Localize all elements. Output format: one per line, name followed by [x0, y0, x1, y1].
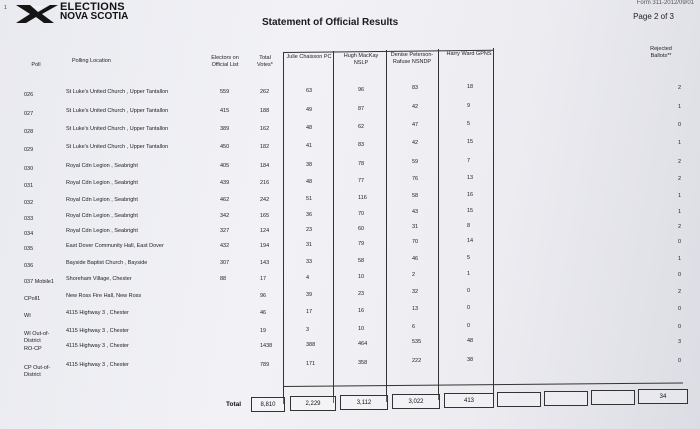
row-poll: 035 — [24, 246, 34, 252]
row-location: St Luke's United Church , Upper Tantallon — [66, 89, 169, 95]
row-location: New Ross Fire Hall, New Ross — [66, 293, 142, 299]
row-c3: 70 — [412, 239, 419, 246]
row-total: 789 — [260, 362, 270, 368]
row-rejected: 1 — [678, 256, 682, 262]
row-c4: 15 — [467, 139, 474, 146]
totals-empty-5 — [497, 392, 541, 407]
row-c3: 83 — [412, 85, 419, 92]
row-total: 19 — [260, 328, 267, 334]
row-rejected: 1 — [678, 193, 682, 199]
row-location: St Luke's United Church , Upper Tantallon — [66, 108, 169, 114]
grid-line-candidate-1-left — [283, 52, 284, 404]
totals-candidate-3: 3,022 — [392, 394, 440, 409]
row-c4: 16 — [467, 192, 474, 199]
grid-line-candidate-4-left — [438, 49, 439, 400]
row-c2: 83 — [358, 141, 365, 148]
row-c2: 464 — [358, 340, 368, 347]
row-c1: 17 — [306, 308, 313, 315]
col-header-rejected: Rejected Ballots** — [650, 46, 672, 59]
row-c1: 48 — [306, 124, 313, 131]
row-c2: 77 — [358, 177, 365, 184]
row-c2: 96 — [358, 86, 365, 93]
row-total: 216 — [260, 180, 270, 186]
col-header-electors: Electors on Official List — [211, 55, 239, 68]
row-c2: 58 — [358, 257, 365, 264]
row-poll: CP Out-of-District — [24, 365, 51, 378]
table-bottom-rule — [283, 383, 683, 387]
row-c4: 0 — [467, 305, 471, 312]
row-c2: 62 — [358, 123, 365, 130]
row-c4: 14 — [467, 238, 474, 245]
org-line2: NOVA SCOTIA — [60, 11, 129, 22]
totals-empty-7 — [591, 390, 635, 405]
row-poll: WI Out-of-District — [24, 331, 50, 344]
row-electors: 88 — [220, 276, 227, 282]
totals-candidate-1: 2,229 — [290, 396, 336, 411]
row-c4: 18 — [467, 84, 474, 91]
row-total: 165 — [260, 213, 270, 219]
row-c1: 38 — [306, 161, 313, 168]
row-c1: 388 — [306, 341, 316, 348]
col-header-total-votes: Total Votes* — [257, 55, 273, 68]
row-c1: 171 — [306, 360, 316, 367]
row-location: 4115 Highway 3 , Chester — [66, 362, 129, 368]
row-c4: 7 — [467, 158, 471, 165]
org-name — [60, 2, 128, 22]
row-total: 46 — [260, 310, 267, 316]
row-c4: 13 — [467, 175, 474, 182]
row-location: Shoreham Village, Chester — [66, 276, 132, 282]
row-c3: 46 — [412, 256, 419, 263]
row-electors: 405 — [220, 163, 230, 169]
row-poll: 032 — [24, 200, 34, 206]
row-rejected: 0 — [678, 239, 682, 245]
row-location: 4115 Highway 3 , Chester — [66, 343, 129, 349]
row-location: Royal Cdn Legion , Seabright — [66, 197, 138, 203]
row-c2: 358 — [358, 359, 368, 366]
row-rejected: 1 — [678, 209, 682, 215]
row-rejected: 2 — [678, 176, 682, 182]
row-c4: 8 — [467, 223, 471, 230]
row-c3: 31 — [412, 224, 419, 231]
row-electors: 342 — [220, 213, 230, 219]
row-c2: 78 — [358, 160, 365, 167]
row-c4: 5 — [467, 255, 471, 262]
row-electors: 450 — [220, 144, 230, 150]
row-electors: 439 — [220, 180, 230, 186]
row-rejected: 0 — [678, 122, 682, 128]
row-c3: 43 — [412, 209, 419, 216]
row-electors: 389 — [220, 126, 230, 132]
row-c2: 60 — [358, 225, 365, 232]
row-c3: 535 — [412, 339, 422, 346]
row-c1: 4 — [306, 274, 310, 281]
org-line1: ELECTIONS — [60, 1, 125, 13]
row-location: St Luke's United Church , Upper Tantallon — [66, 126, 169, 132]
row-c4: 9 — [467, 103, 471, 110]
row-c4: 38 — [467, 357, 474, 364]
row-c3: 76 — [412, 176, 419, 183]
row-c2: 79 — [358, 240, 365, 247]
row-rejected: 1 — [678, 140, 682, 146]
row-c4: 0 — [467, 323, 471, 330]
row-c1: 41 — [306, 142, 313, 149]
col-header-location: Polling Location — [72, 58, 111, 64]
row-c3: 47 — [412, 122, 419, 129]
grid-line-candidate-3-left — [386, 50, 387, 402]
saltire-logo-icon — [14, 2, 58, 24]
row-poll: 030 — [24, 166, 34, 172]
row-total: 182 — [260, 144, 270, 150]
row-total: 194 — [260, 243, 270, 249]
row-location: 4115 Highway 3 , Chester — [66, 328, 129, 334]
row-c2: 10 — [358, 325, 365, 332]
col-header-candidate-1: Julie Chaisson PC — [286, 54, 332, 60]
row-rejected: 0 — [678, 272, 682, 278]
row-location: Royal Cdn Legion , Seabright — [66, 228, 138, 234]
row-total: 1438 — [260, 343, 273, 349]
row-c2: 116 — [358, 194, 367, 201]
form-number: Form 311-2012/09/01 — [636, 0, 694, 6]
col-header-candidate-4: Harry Ward GPNS — [446, 51, 492, 57]
col-header-candidate-2: Hugh MacKay NSLP — [343, 53, 379, 66]
row-rejected: 1 — [678, 104, 682, 110]
totals-rejected: 34 — [638, 389, 688, 404]
row-total: 188 — [260, 108, 270, 114]
row-rejected: 3 — [678, 339, 682, 345]
row-total: 143 — [260, 260, 270, 266]
row-c1: 63 — [306, 87, 313, 94]
row-rejected: 2 — [678, 85, 682, 91]
row-c1: 51 — [306, 195, 313, 202]
row-c3: 2 — [412, 272, 416, 279]
totals-empty-6 — [544, 391, 588, 406]
totals-total-votes: 8,810 — [251, 397, 285, 412]
row-c4: 48 — [467, 338, 474, 345]
row-rejected: 2 — [678, 224, 682, 230]
row-poll: 033 — [24, 216, 34, 222]
row-poll: 027 — [24, 111, 34, 117]
left-margin-mark: 1 — [4, 5, 7, 11]
row-c3: 42 — [412, 104, 419, 111]
row-poll: 026 — [24, 92, 34, 98]
row-rejected: 0 — [678, 324, 682, 330]
row-c2: 23 — [358, 290, 365, 297]
grid-line-candidate-2-left — [333, 51, 334, 403]
row-c1: 48 — [306, 178, 313, 185]
row-total: 184 — [260, 163, 270, 169]
row-c4: 15 — [467, 208, 474, 215]
row-poll: 028 — [24, 129, 34, 135]
row-electors: 462 — [220, 197, 230, 203]
row-c4: 5 — [467, 121, 471, 128]
row-c3: 42 — [412, 140, 419, 147]
row-total: 96 — [260, 293, 267, 299]
row-c1: 3 — [306, 326, 310, 333]
row-c1: 49 — [306, 106, 313, 113]
elections-logo — [4, 1, 129, 24]
row-c1: 39 — [306, 291, 313, 298]
totals-label: Total — [226, 401, 242, 408]
row-poll: 031 — [24, 183, 34, 189]
row-location: Royal Cdn Legion , Seabright — [66, 163, 138, 169]
row-total: 17 — [260, 276, 267, 282]
row-total: 242 — [260, 197, 270, 203]
row-rejected: 2 — [678, 289, 682, 295]
row-poll: RO-CP — [24, 346, 42, 352]
row-c1: 36 — [306, 211, 313, 218]
col-header-poll: Poll — [31, 62, 41, 68]
row-c1: 23 — [306, 226, 313, 233]
row-c3: 59 — [412, 159, 419, 166]
row-c2: 70 — [358, 210, 365, 217]
row-electors: 415 — [220, 108, 230, 114]
row-c1: 31 — [306, 241, 313, 248]
row-total: 162 — [260, 126, 270, 132]
row-c2: 16 — [358, 307, 365, 314]
row-electors: 307 — [220, 260, 230, 266]
row-electors: 327 — [220, 228, 230, 234]
row-location: East Dover Community Hall, East Dover — [66, 243, 164, 249]
totals-candidate-2: 3,112 — [340, 395, 388, 410]
row-total: 124 — [260, 228, 270, 234]
row-c2: 87 — [358, 105, 365, 112]
row-electors: 559 — [220, 89, 230, 95]
row-location: Royal Cdn Legion , Seabright — [66, 180, 138, 186]
row-poll: WI — [24, 313, 31, 319]
row-location: 4115 Highway 3 , Chester — [66, 310, 129, 316]
row-electors: 432 — [220, 243, 230, 249]
row-poll: CPoll1 — [24, 296, 41, 302]
col-header-candidate-3: Denise Peterson-Rafuse NSNDP — [390, 52, 434, 65]
row-c2: 10 — [358, 273, 365, 280]
row-c3: 13 — [412, 306, 419, 313]
row-poll: 029 — [24, 147, 34, 153]
row-c3: 222 — [412, 358, 422, 365]
row-location: Bayside Baptist Church , Bayside — [66, 260, 148, 266]
row-poll: 036 — [24, 263, 34, 269]
row-poll: 034 — [24, 231, 34, 237]
row-c3: 32 — [412, 289, 419, 296]
grid-line-candidate-4-right — [493, 48, 494, 399]
page-title: Statement of Official Results — [262, 17, 399, 28]
row-c3: 58 — [412, 193, 419, 200]
row-poll: 037 Mobile1 — [24, 279, 54, 285]
row-rejected: 2 — [678, 159, 682, 165]
row-location: Royal Cdn Legion , Seabright — [66, 213, 138, 219]
row-total: 262 — [260, 89, 270, 95]
totals-candidate-4: 413 — [444, 393, 494, 408]
row-location: St Luke's United Church , Upper Tantallon — [66, 144, 169, 150]
row-c3: 6 — [412, 324, 416, 331]
page-number: Page 2 of 3 — [633, 12, 674, 21]
row-rejected: 0 — [678, 358, 682, 364]
row-c1: 33 — [306, 258, 313, 265]
row-c4: 1 — [467, 271, 471, 278]
row-rejected: 0 — [678, 306, 682, 312]
row-c4: 0 — [467, 288, 471, 295]
